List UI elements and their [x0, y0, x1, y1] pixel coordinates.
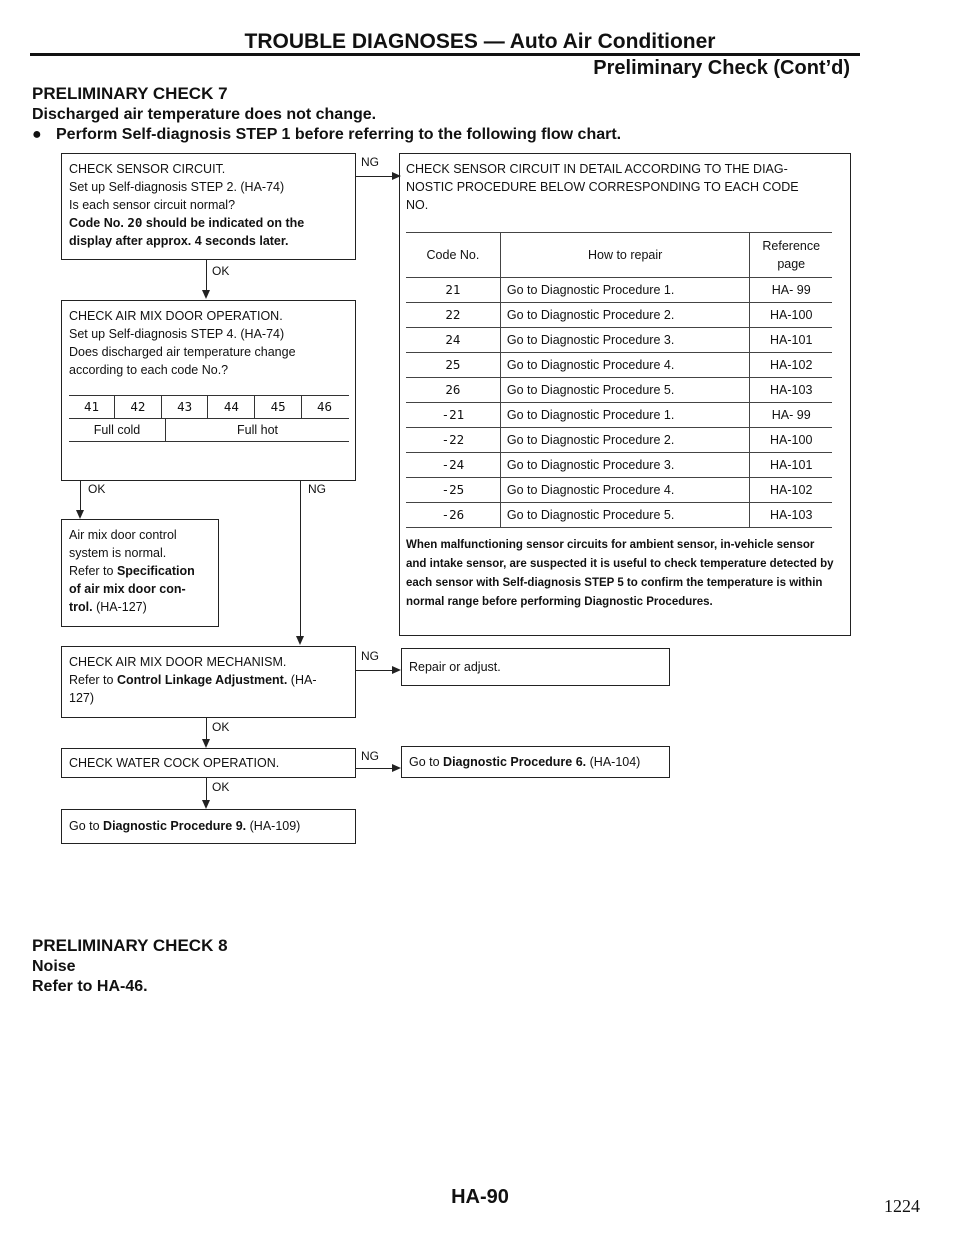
box5-l2b: Control Linkage Adjustment.: [116, 673, 288, 687]
check8-heading: PRELIMINARY CHECK 8: [32, 936, 228, 955]
box6-line1: Repair or adjust.: [409, 660, 501, 674]
code-cell: 26: [406, 378, 500, 403]
box4-l5a: trol.: [69, 600, 93, 614]
box4-line4: of air mix door con-: [69, 582, 186, 596]
repair-cell: Go to Diagnostic Procedure 2.: [500, 428, 750, 453]
box4-line3: [69, 562, 211, 580]
repair-cell: Go to Diagnostic Procedure 3.: [500, 328, 750, 353]
box1-line5: display after approx. 4 seconds later.: [69, 234, 289, 248]
box2-line1: CHECK SENSOR CIRCUIT IN DETAIL ACCORDING TO THE DIAG-: [406, 162, 788, 176]
code-table-row: [406, 478, 832, 503]
box1-line4: [69, 214, 348, 232]
reference-cell: HA- 99: [750, 403, 832, 428]
box3-line3: Does discharged air temperature change: [69, 345, 296, 359]
connector-ng-1: [356, 176, 392, 177]
connector-ng-4: [356, 768, 392, 769]
arrow-down-icon: [202, 739, 210, 748]
box5-line1: CHECK AIR MIX DOOR MECHANISM.: [69, 655, 287, 669]
air-mix-door-operation-box: [61, 300, 356, 481]
reference-cell: HA-102: [750, 353, 832, 378]
box5-line2: [69, 671, 348, 689]
bullet: ●: [32, 126, 42, 143]
reference-cell: HA-100: [750, 303, 832, 328]
sensor-note: When malfunctioning sensor circuits for ambient sensor, in-vehicle sensor and intake sensor, are suspected it is useful to check temperature detected by each sensor with Self-diagnosis STEP 5 to confirm the temperature is within normal range before performing Diagnostic Procedures.: [406, 539, 834, 608]
th-how-to-repair: How to repair: [500, 233, 750, 278]
box4-line2: system is normal.: [69, 546, 167, 560]
reference-cell: HA- 99: [750, 278, 832, 303]
repair-cell: Go to Diagnostic Procedure 1.: [500, 278, 750, 303]
box5-line3: 127): [69, 691, 95, 705]
mode-code-cell: 46: [316, 399, 333, 414]
code-table-row: [406, 453, 832, 478]
box8-c: (HA-104): [586, 755, 641, 769]
ng-label-3: NG: [361, 649, 379, 663]
connector-ng-2: [300, 481, 301, 637]
code-table-row: [406, 328, 832, 353]
mode-labels: [69, 418, 349, 441]
ok-label-1: OK: [212, 264, 230, 278]
code-cell: 25: [406, 353, 500, 378]
box8-b: Diagnostic Procedure 6.: [443, 755, 587, 769]
ng-label-4: NG: [361, 749, 379, 763]
page-number: 1224: [884, 1196, 920, 1216]
code-cell: 24: [406, 328, 500, 353]
th-reference: [750, 233, 832, 278]
page-label: HA-90: [451, 1186, 509, 1208]
th-ref-line1: Reference: [762, 239, 821, 253]
air-mix-normal-box: [61, 519, 219, 627]
box4-l3b: Specification: [116, 564, 195, 578]
connector-ok-1: [206, 260, 207, 291]
reference-cell: HA-101: [750, 328, 832, 353]
arrow-down-icon: [76, 510, 84, 519]
mode-code-cell: 45: [255, 396, 302, 418]
check7-symptom: Discharged air temperature does not change.: [32, 106, 377, 123]
arrow-down-icon: [296, 636, 304, 645]
instruction-text: Perform Self-diagnosis STEP 1 before referring to the following flow chart.: [56, 126, 622, 143]
reference-cell: HA-102: [750, 478, 832, 503]
box4-line5: [69, 598, 211, 616]
box8-a: Go to: [409, 755, 444, 769]
reference-cell: HA-100: [750, 428, 832, 453]
code-table-row: [406, 503, 832, 528]
box1-l4b: should be indicated on the: [142, 216, 305, 230]
repair-or-adjust-box: [401, 648, 670, 686]
box3-line4: according to each code No.?: [69, 363, 229, 377]
air-mix-door-mechanism-box: [61, 646, 356, 718]
box5-l2a: Refer to: [69, 673, 117, 687]
page-header-title: TROUBLE DIAGNOSES — Auto Air Conditioner: [244, 30, 716, 53]
mode-table-wrap: [69, 395, 349, 442]
code-cell: -25: [406, 478, 500, 503]
mode-code-table: [69, 396, 347, 418]
full-hot-label: Full hot: [237, 423, 278, 437]
arrow-down-icon: [202, 800, 210, 809]
connector-ok-4: [206, 778, 207, 801]
check7-instruction: [32, 126, 621, 144]
repair-cell: Go to Diagnostic Procedure 1.: [500, 403, 750, 428]
box3-line2: Set up Self-diagnosis STEP 4. (HA-74): [69, 327, 285, 341]
mode-code-cell: 44: [208, 396, 255, 418]
box3-line1: CHECK AIR MIX DOOR OPERATION.: [69, 309, 283, 323]
connector-ok-2: [80, 481, 81, 511]
box1-line3: Is each sensor circuit normal?: [69, 198, 236, 212]
ng-label-1: NG: [361, 155, 379, 169]
code-table-row: [406, 403, 832, 428]
code-table-header: [406, 233, 832, 278]
check8-ref: Refer to HA-46.: [32, 978, 148, 995]
repair-cell: Go to Diagnostic Procedure 2.: [500, 303, 750, 328]
repair-cell: Go to Diagnostic Procedure 5.: [500, 503, 750, 528]
ok-label-2: OK: [88, 482, 106, 496]
mode-code-cell: 41: [69, 396, 114, 418]
repair-cell: Go to Diagnostic Procedure 5.: [500, 378, 750, 403]
check7-heading: PRELIMINARY CHECK 7: [32, 84, 228, 103]
connector-ok-3: [206, 718, 207, 740]
diag-procedure-6-box: [401, 746, 670, 778]
arrow-down-icon: [202, 290, 210, 299]
page-header-subtitle: Preliminary Check (Cont’d): [593, 57, 850, 79]
mode-code-cell: 42: [114, 396, 161, 418]
arrow-right-icon: [392, 764, 401, 772]
water-cock-operation-box: [61, 748, 356, 778]
repair-cell: Go to Diagnostic Procedure 4.: [500, 478, 750, 503]
box7-line1: CHECK WATER COCK OPERATION.: [69, 756, 280, 770]
code-cell: -21: [406, 403, 500, 428]
check-sensor-circuit-box: [61, 153, 356, 260]
th-ref-line2: page: [777, 257, 806, 271]
code-cell: 22: [406, 303, 500, 328]
code-table-row: [406, 278, 832, 303]
connector-ng-3: [356, 670, 392, 671]
diag-procedure-9-box: [61, 809, 356, 844]
code-cell: -22: [406, 428, 500, 453]
box4-l3a: Refer to: [69, 564, 117, 578]
box1-code: 20: [127, 215, 143, 230]
header-rule: [30, 53, 860, 56]
code-cell: -26: [406, 503, 500, 528]
ok-label-3: OK: [212, 720, 230, 734]
code-cell: -24: [406, 453, 500, 478]
code-table-row: [406, 303, 832, 328]
full-cold-label: Full cold: [69, 419, 166, 441]
box2-line3: NO.: [406, 198, 429, 212]
code-table: [406, 233, 832, 528]
box4-l5b: (HA-127): [92, 600, 147, 614]
reference-cell: HA-103: [750, 378, 832, 403]
ok-label-4: OK: [212, 780, 230, 794]
ng-label-2: NG: [308, 482, 326, 496]
code-table-row: [406, 378, 832, 403]
box1-line1: CHECK SENSOR CIRCUIT.: [69, 162, 226, 176]
code-cell: 21: [406, 278, 500, 303]
arrow-right-icon: [392, 666, 401, 674]
code-table-row: [406, 428, 832, 453]
code-table-wrap: [406, 232, 832, 528]
box1-l4a: Code No.: [69, 216, 128, 230]
code-table-row: [406, 353, 832, 378]
box9-a: Go to: [69, 819, 104, 833]
reference-cell: HA-101: [750, 453, 832, 478]
reference-cell: HA-103: [750, 503, 832, 528]
sensor-detail-box: [399, 153, 851, 636]
box4-line1: Air mix door control: [69, 528, 177, 542]
box5-l2c: (HA-: [287, 673, 317, 687]
repair-cell: Go to Diagnostic Procedure 4.: [500, 353, 750, 378]
box9-b: Diagnostic Procedure 9.: [103, 819, 247, 833]
check8-symptom: Noise: [32, 958, 76, 975]
box1-line2: Set up Self-diagnosis STEP 2. (HA-74): [69, 180, 285, 194]
repair-cell: Go to Diagnostic Procedure 3.: [500, 453, 750, 478]
box9-c: (HA-109): [246, 819, 301, 833]
mode-code-cell: 43: [161, 396, 208, 418]
box2-line2: NOSTIC PROCEDURE BELOW CORRESPONDING TO EACH CODE: [406, 180, 799, 194]
th-code-no: Code No.: [406, 233, 500, 278]
